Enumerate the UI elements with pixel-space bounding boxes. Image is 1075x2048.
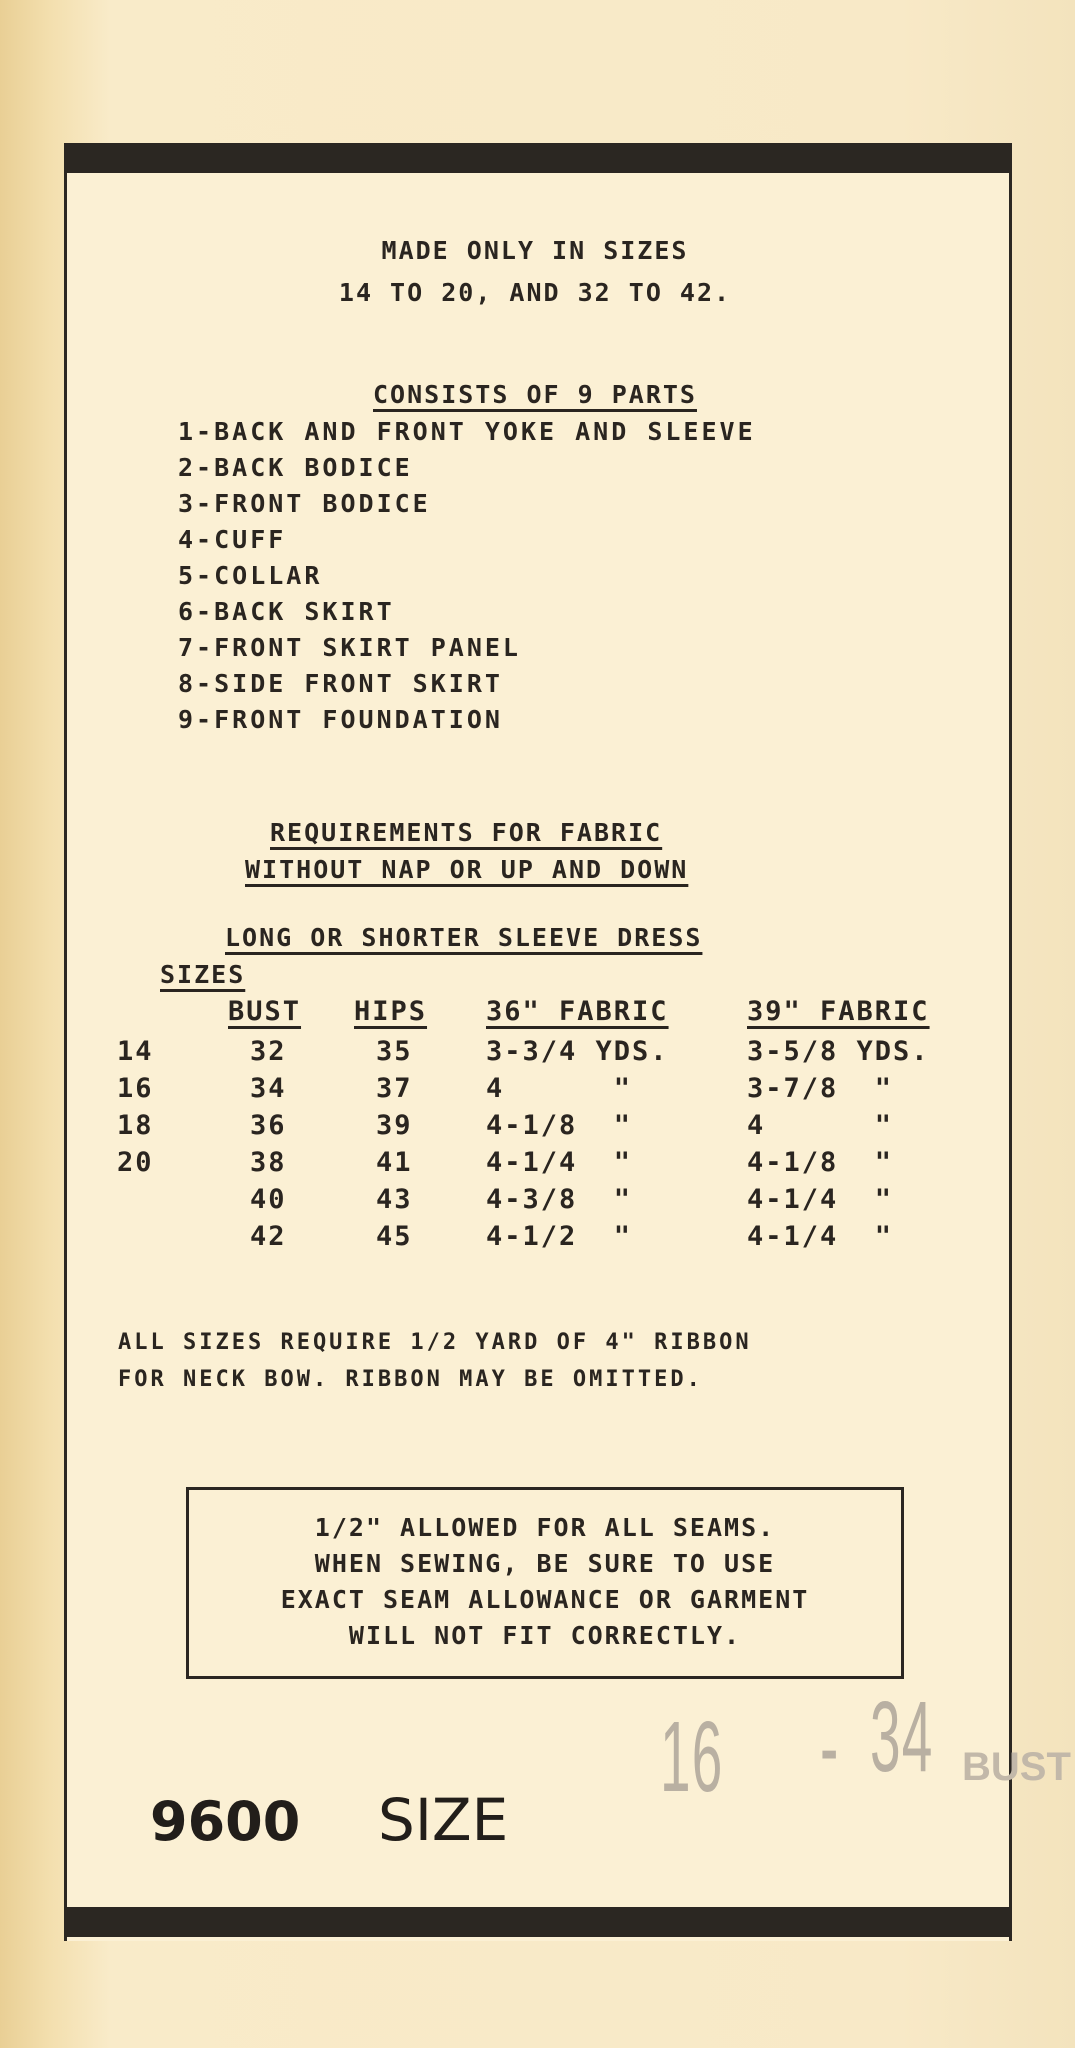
sizes-note-line1: MADE ONLY IN SIZES: [381, 236, 689, 265]
fabric-36-cell: 3-3/4 YDS.: [486, 1036, 669, 1067]
bust-stamp-label: BUST: [962, 1745, 1071, 1789]
fabric-39-cell: 4-1/4 ": [747, 1221, 894, 1252]
bust-cell: 34: [250, 1073, 287, 1104]
size-stamp: 16: [660, 1701, 724, 1813]
stamp-dash: -: [820, 1691, 840, 1803]
bust-cell: 38: [250, 1147, 287, 1178]
list-item: 8-SIDE FRONT SKIRT: [178, 669, 503, 698]
fabric-36-cell: 4-1/4 ": [486, 1147, 633, 1178]
dress-subheading: LONG OR SHORTER SLEEVE DRESS: [225, 923, 703, 952]
sizes-note-line2: 14 TO 20, AND 32 TO 42.: [338, 278, 732, 307]
list-item: 5-COLLAR: [178, 561, 323, 590]
size-cell: 18: [117, 1110, 154, 1141]
seam-note-line: WILL NOT FIT CORRECTLY.: [348, 1621, 742, 1650]
column-header-hips: HIPS: [354, 996, 428, 1027]
column-header-36-fabric: 36" FABRIC: [486, 996, 669, 1027]
fabric-39-cell: 4-1/4 ": [747, 1184, 894, 1215]
hips-cell: 39: [376, 1110, 413, 1141]
fabric-39-cell: 3-5/8 YDS.: [747, 1036, 930, 1067]
list-item: 2-BACK BODICE: [178, 453, 413, 482]
fabric-39-cell: 4 ": [747, 1110, 894, 1141]
column-header-39-fabric: 39" FABRIC: [747, 996, 930, 1027]
fabric-39-cell: 3-7/8 ": [747, 1073, 894, 1104]
bust-cell: 32: [250, 1036, 287, 1067]
size-cell: 20: [117, 1147, 154, 1178]
size-cell: 16: [117, 1073, 154, 1104]
bust-cell: 36: [250, 1110, 287, 1141]
hips-cell: 45: [376, 1221, 413, 1252]
requirements-heading: REQUIREMENTS FOR FABRIC: [270, 818, 663, 847]
bust-cell: 42: [250, 1221, 287, 1252]
ribbon-note-line1: ALL SIZES REQUIRE 1/2 YARD OF 4" RIBBON: [118, 1330, 752, 1355]
hips-cell: 35: [376, 1036, 413, 1067]
list-item: 7-FRONT SKIRT PANEL: [178, 633, 521, 662]
parts-list: [178, 414, 756, 738]
requirements-heading-2: WITHOUT NAP OR UP AND DOWN: [245, 855, 689, 884]
pattern-number: 9600: [150, 1790, 301, 1853]
list-item: 4-CUFF: [178, 525, 287, 554]
seam-note-line: 1/2" ALLOWED FOR ALL SEAMS.: [314, 1513, 776, 1542]
sizes-label: SIZES: [160, 960, 246, 989]
bust-cell: 40: [250, 1184, 287, 1215]
bust-stamp: 34: [870, 1681, 934, 1793]
fabric-36-cell: 4-3/8 ": [486, 1184, 633, 1215]
size-label: SIZE: [378, 1786, 509, 1854]
size-cell: 14: [117, 1036, 154, 1067]
fabric-36-cell: 4 ": [486, 1073, 633, 1104]
ribbon-note-line2: FOR NECK BOW. RIBBON MAY BE OMITTED.: [118, 1367, 703, 1392]
fabric-36-cell: 4-1/8 ": [486, 1110, 633, 1141]
list-item: 9-FRONT FOUNDATION: [178, 705, 503, 734]
list-item: 6-BACK SKIRT: [178, 597, 395, 626]
parts-heading: CONSISTS OF 9 PARTS: [373, 380, 697, 409]
fabric-39-cell: 4-1/8 ": [747, 1147, 894, 1178]
seam-note-line: WHEN SEWING, BE SURE TO USE: [314, 1549, 776, 1578]
fabric-36-cell: 4-1/2 ": [486, 1221, 633, 1252]
hips-cell: 43: [376, 1184, 413, 1215]
hips-cell: 37: [376, 1073, 413, 1104]
seam-note-line: EXACT SEAM ALLOWANCE OR GARMENT: [280, 1585, 810, 1614]
seam-allowance-box: [186, 1487, 904, 1679]
list-item: 3-FRONT BODICE: [178, 489, 431, 518]
list-item: 1-BACK AND FRONT YOKE AND SLEEVE: [178, 417, 756, 446]
column-header-bust: BUST: [228, 996, 302, 1027]
hips-cell: 41: [376, 1147, 413, 1178]
